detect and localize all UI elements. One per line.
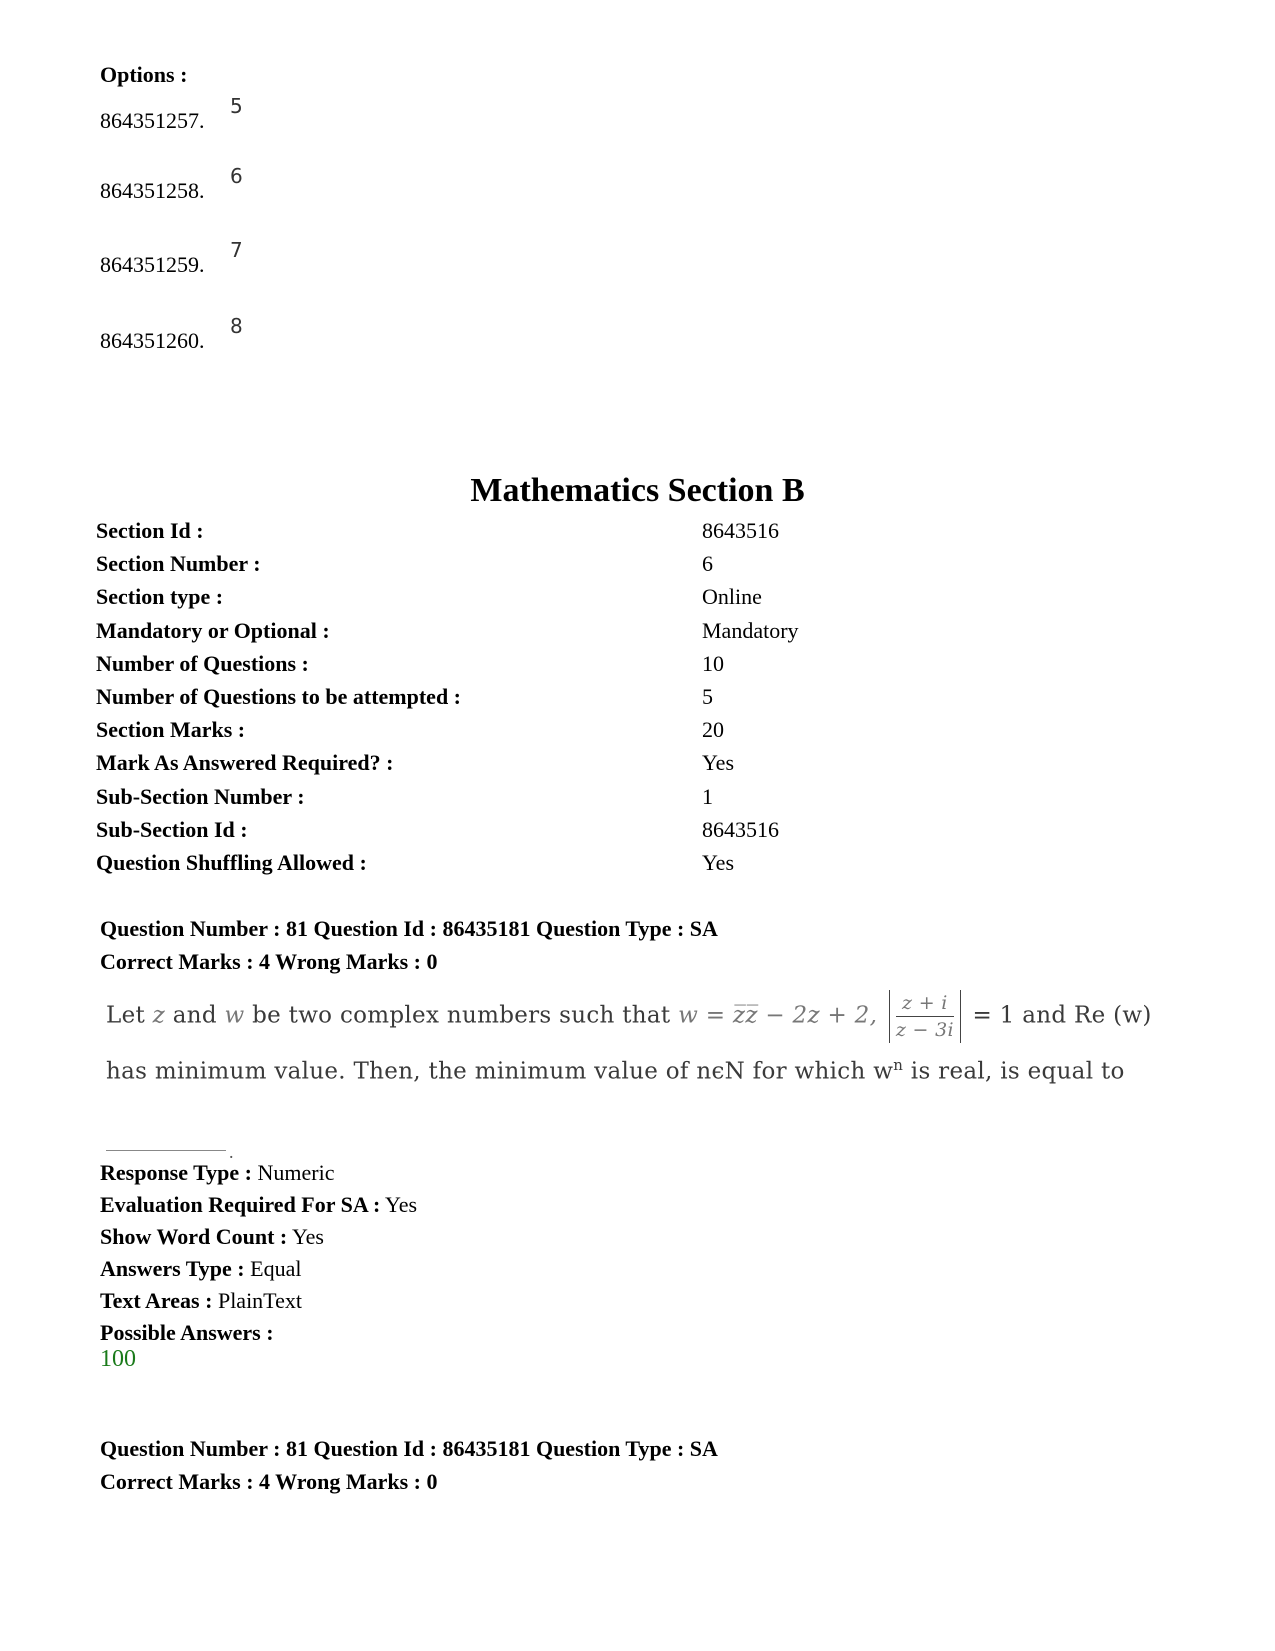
property-value: Yes <box>385 1192 418 1217</box>
info-label: Number of Questions to be attempted : <box>96 683 462 709</box>
info-label: Mandatory or Optional : <box>96 617 330 643</box>
option-value: 5 <box>230 94 243 118</box>
next-question-marks-line: Correct Marks : 4 Wrong Marks : 0 <box>100 1469 438 1494</box>
section-title: Mathematics Section B <box>470 472 805 509</box>
info-value: 8643516 <box>702 518 779 543</box>
q-text-fragment: has minimum value. Then, the minimum value of nϵN for which w <box>106 1058 894 1085</box>
q-text-fragment: be two complex numbers such that <box>252 1002 671 1029</box>
question-text-line-1 <box>106 990 1152 1043</box>
fraction-denominator: z − 3i <box>895 1019 954 1041</box>
property-key: Show Word Count : <box>100 1224 288 1249</box>
info-value: 5 <box>702 683 713 709</box>
option-item <box>100 238 243 278</box>
info-value: 1 <box>702 783 713 809</box>
info-label: Mark As Answered Required? : <box>96 750 394 776</box>
possible-answer-value: 100 <box>100 1346 136 1372</box>
answer-blank-line <box>106 1150 226 1151</box>
info-label: Sub-Section Id : <box>96 816 248 842</box>
info-value: Online <box>702 584 762 610</box>
question-text-line-2 <box>106 1056 1125 1085</box>
property-key: Response Type : <box>100 1160 252 1185</box>
info-label: Section Marks : <box>96 717 246 743</box>
info-value: Yes <box>702 849 735 875</box>
info-value: 6 <box>702 551 713 577</box>
property-key: Evaluation Required For SA : <box>100 1192 381 1217</box>
property-row <box>100 1160 334 1186</box>
option-value: 6 <box>230 164 243 188</box>
property-key: Answers Type : <box>100 1256 245 1281</box>
option-id: 864351257. <box>100 108 205 133</box>
abs-fraction <box>889 990 961 1043</box>
option-id: 864351260. <box>100 328 205 353</box>
math-var-w: w <box>678 1002 699 1029</box>
option-item <box>100 94 243 134</box>
property-row <box>100 1320 274 1346</box>
option-item <box>100 314 243 354</box>
question-marks-line: Correct Marks : 4 Wrong Marks : 0 <box>100 949 438 974</box>
property-row <box>100 1256 301 1282</box>
info-label: Number of Questions : <box>96 650 309 676</box>
property-row <box>100 1224 324 1250</box>
property-row <box>100 1288 302 1314</box>
answer-blank-period: . <box>229 1142 234 1162</box>
property-value: Yes <box>291 1224 324 1249</box>
info-label: Section Number : <box>96 551 261 577</box>
q-text-fragment: and <box>172 1002 217 1029</box>
option-item <box>100 164 243 204</box>
math-var-w: w <box>224 1002 245 1029</box>
next-question-meta-line: Question Number : 81 Question Id : 86435181 Question Type : SA <box>100 1436 718 1461</box>
option-id: 864351258. <box>100 178 205 203</box>
property-row <box>100 1192 417 1218</box>
math-superscript: n <box>893 1056 904 1074</box>
info-label: Section Id : <box>96 518 204 543</box>
info-value: Mandatory <box>702 617 799 643</box>
option-value: 8 <box>230 314 243 338</box>
property-value: Equal <box>250 1256 302 1281</box>
property-key: Possible Answers : <box>100 1320 274 1345</box>
math-var-z: z <box>152 1002 166 1029</box>
option-value: 7 <box>230 238 243 262</box>
q-text-fragment: and Re (w) <box>1022 1002 1152 1029</box>
info-label: Question Shuffling Allowed : <box>96 849 367 875</box>
property-value: Numeric <box>257 1160 335 1185</box>
info-value: 20 <box>702 717 724 743</box>
q-text-fragment: Let <box>106 1002 146 1029</box>
info-label: Sub-Section Number : <box>96 783 305 809</box>
math-equation: = z̅z̅ − 2z + 2, <box>705 1002 878 1029</box>
math-equals-one: = 1 <box>972 1002 1015 1029</box>
property-key: Text Areas : <box>100 1288 213 1313</box>
info-value: Yes <box>702 750 735 776</box>
option-id: 864351259. <box>100 252 205 277</box>
question-meta-line: Question Number : 81 Question Id : 86435181 Question Type : SA <box>100 916 718 941</box>
info-value: 8643516 <box>702 816 779 842</box>
info-value: 10 <box>702 650 724 676</box>
property-value: PlainText <box>217 1288 302 1313</box>
options-heading: Options : <box>100 62 188 87</box>
q-text-fragment: is real, is equal to <box>910 1058 1125 1085</box>
fraction-numerator: z + i <box>896 990 954 1017</box>
info-label: Section type : <box>96 584 224 610</box>
